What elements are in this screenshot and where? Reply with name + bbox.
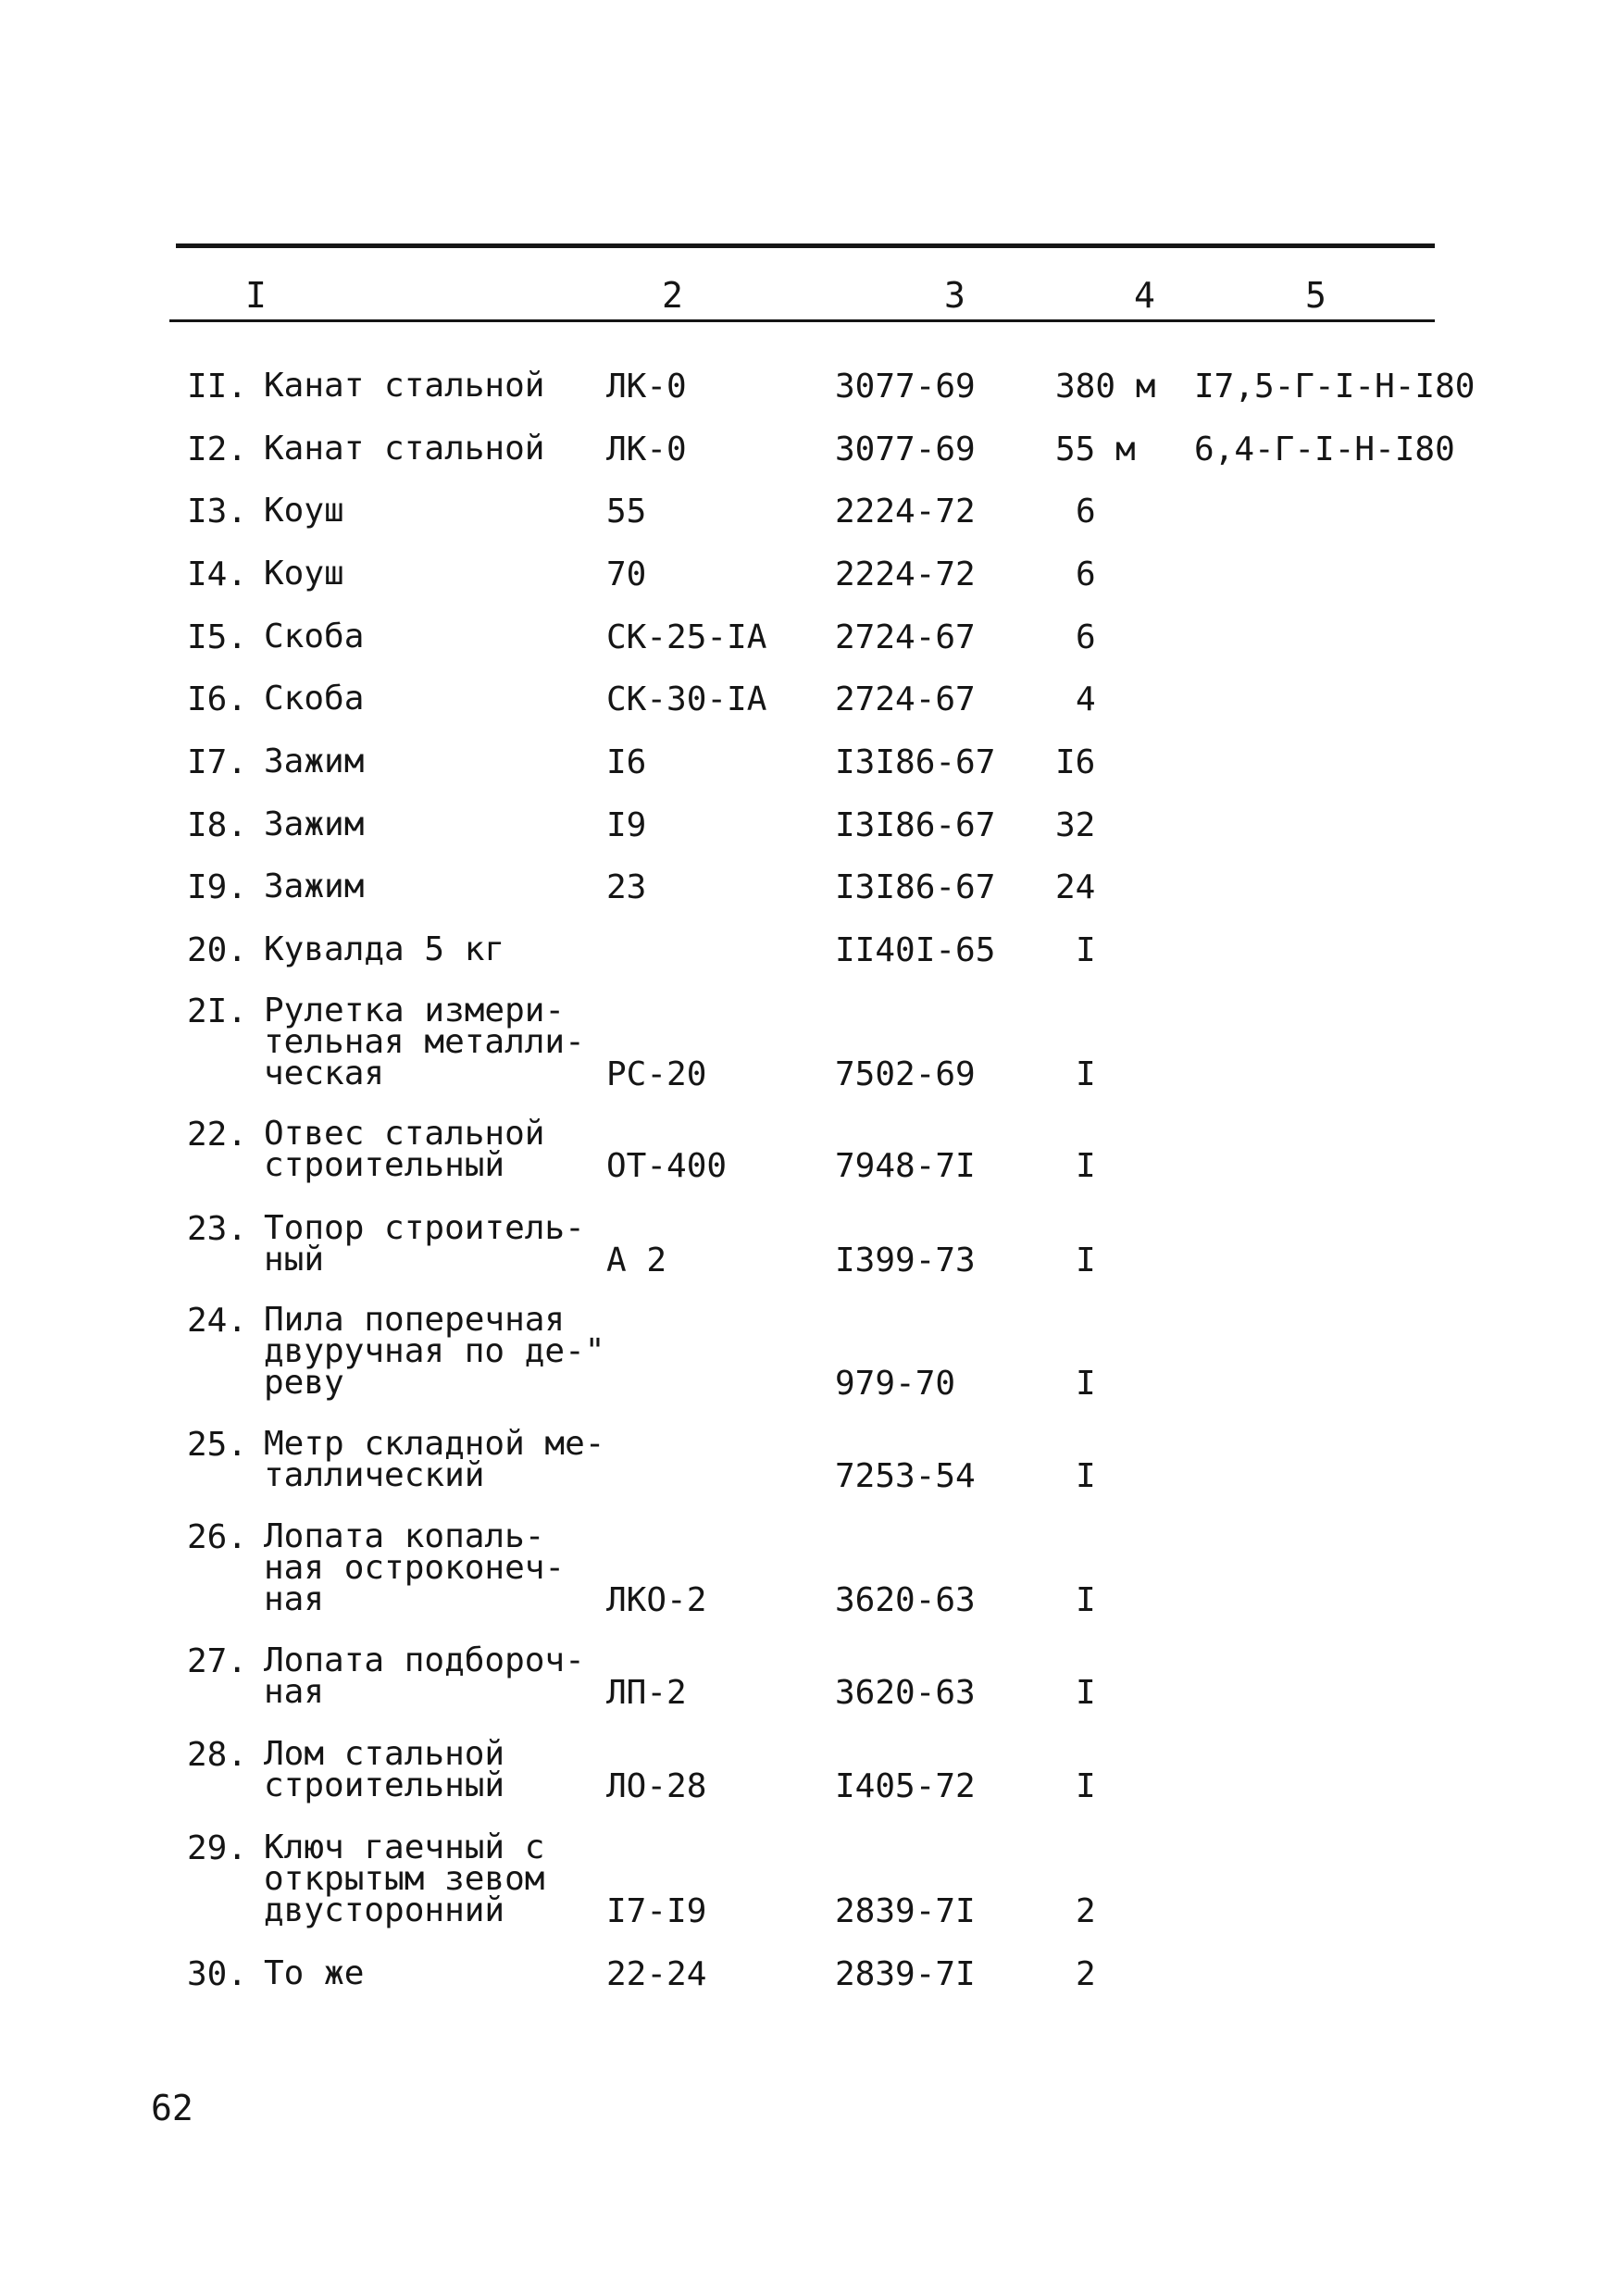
item-mark: I7-I9 [606,1892,707,1930]
item-name-line: Зажим [264,742,365,780]
item-name [264,1641,585,1711]
item-name-line: Зажим [264,805,365,843]
item-name-line: Лопата копаль- [264,1517,545,1555]
item-name [264,1735,505,1804]
column-header-3: 3 [944,275,965,316]
item-name-line: Лопата подбороч- [264,1641,585,1679]
row-number: 30. [187,1955,248,1993]
item-gost: 2224-72 [835,493,976,530]
item-name-line: Ключ гаечный с [264,1828,545,1866]
item-name-line: Отвес стальной [264,1115,545,1153]
item-name [264,680,365,718]
item-name [264,742,365,780]
row-number: 26. [187,1518,248,1556]
item-mark: ЛП-2 [606,1674,687,1712]
item-quantity: 2 [1076,1892,1096,1930]
item-name [264,367,545,405]
item-name [264,1828,545,1929]
column-header-2: 2 [662,275,683,316]
row-number: I6. [187,680,248,718]
item-gost: I3I86-67 [835,806,996,844]
item-gost: I3I86-67 [835,868,996,906]
item-mark: СК-30-IА [606,680,767,718]
item-gost: 2224-72 [835,555,976,593]
item-gost: I405-72 [835,1767,976,1805]
item-gost: 7948-7I [835,1147,976,1185]
item-name-line: ный [264,1241,325,1279]
item-name [264,930,505,968]
row-number: II. [187,368,248,406]
item-name-line: таллический [264,1456,485,1494]
item-gost: 7253-54 [835,1457,976,1495]
item-gost: II40I-65 [835,931,996,969]
item-name [264,1517,566,1618]
row-number: 29. [187,1829,248,1867]
item-quantity: 2 [1076,1955,1096,1993]
item-name-line: двусторонний [264,1891,505,1929]
item-mark: 23 [606,868,647,906]
item-gost: 3077-69 [835,430,976,468]
row-number: I2. [187,430,248,468]
item-gost: 3620-63 [835,1674,976,1712]
item-quantity: 6 [1076,618,1096,656]
item-name [264,867,365,905]
item-mark: I6 [606,743,647,781]
item-quantity: 6 [1076,493,1096,530]
item-gost: I3I86-67 [835,743,996,781]
row-number: I8. [187,806,248,844]
item-quantity: 32 [1055,806,1096,844]
item-quantity: 380 м [1055,368,1156,406]
item-gost: 2724-67 [835,680,976,718]
item-name [264,992,585,1092]
item-quantity: 4 [1076,680,1096,718]
row-number: I4. [187,555,248,593]
item-quantity: I [1076,1581,1096,1619]
page-number: 62 [151,2088,193,2128]
item-quantity: 6 [1076,555,1096,593]
item-quantity: 55 м [1055,430,1136,468]
item-name [264,1954,365,1992]
item-name-line: ная [264,1673,325,1711]
row-number: 22. [187,1116,248,1154]
item-quantity: I [1076,931,1096,969]
row-number: I7. [187,743,248,781]
item-name-line: Пила поперечная [264,1301,566,1339]
item-gost: 7502-69 [835,1055,976,1093]
item-name-line: Канат стальной [264,367,545,405]
item-quantity: I [1076,1147,1096,1185]
item-gost: 979-70 [835,1365,956,1403]
item-mark: ЛК-0 [606,430,687,468]
table-top-rule [176,243,1435,248]
item-name [264,555,344,593]
row-number: 20. [187,931,248,969]
item-mark: 70 [606,555,647,593]
row-number: 23. [187,1210,248,1248]
item-quantity: I [1076,1365,1096,1403]
item-mark: 55 [606,493,647,530]
item-name-line: строительный [264,1766,505,1804]
item-name [264,1209,585,1279]
item-name-line: реву [264,1364,344,1402]
table-header-rule [169,319,1435,322]
item-quantity: I [1076,1242,1096,1279]
item-note: 6,4-Г-I-Н-I80 [1194,430,1455,468]
row-number: 27. [187,1642,248,1680]
item-mark: А 2 [606,1242,667,1279]
item-name [264,430,545,468]
item-name-line: Кувалда 5 кг [264,930,505,968]
item-quantity: I [1076,1767,1096,1805]
item-name-line: Коуш [264,555,344,593]
item-name-line: Лом стальной [264,1735,505,1773]
item-name-line: Канат стальной [264,430,545,468]
column-header-5: 5 [1305,275,1326,316]
item-mark: ЛО-28 [606,1767,707,1805]
item-name-line: ная остроконеч- [264,1549,566,1587]
item-gost: 3077-69 [835,368,976,406]
item-name [264,1301,605,1402]
item-mark: 22-24 [606,1955,707,1993]
item-name [264,492,344,530]
item-name-line: Коуш [264,492,344,530]
row-number: 25. [187,1426,248,1464]
item-name-line: То же [264,1954,365,1992]
item-quantity: 24 [1055,868,1096,906]
item-name-line: Метр складной ме- [264,1425,605,1463]
item-mark: РС-20 [606,1055,707,1093]
item-quantity: I [1076,1055,1096,1093]
column-header-4: 4 [1134,275,1155,316]
item-gost: 2839-7I [835,1892,976,1930]
item-note: I7,5-Г-I-Н-I80 [1194,368,1476,406]
row-number: I9. [187,868,248,906]
item-name [264,618,365,655]
item-name-line: Зажим [264,867,365,905]
item-gost: 3620-63 [835,1581,976,1619]
item-name [264,805,365,843]
item-gost: 2724-67 [835,618,976,656]
item-gost: I399-73 [835,1242,976,1279]
item-name-line: ная [264,1580,325,1618]
item-mark: ЛКО-2 [606,1581,707,1619]
item-name-line: Скоба [264,680,365,718]
item-name-line: открытым зевом [264,1860,545,1898]
row-number: I5. [187,618,248,656]
column-header-1: I [245,275,267,316]
item-name-line: тельная металли- [264,1023,585,1061]
item-quantity: I [1076,1457,1096,1495]
row-number: 28. [187,1736,248,1774]
item-name [264,1115,545,1184]
item-mark: I9 [606,806,647,844]
item-name-line: двуручная по де-" [264,1332,605,1370]
item-mark: ОТ-400 [606,1147,728,1185]
item-name-line: Топор строитель- [264,1209,585,1247]
item-mark: ЛК-0 [606,368,687,406]
item-name-line: строительный [264,1146,505,1184]
row-number: 24. [187,1302,248,1340]
row-number: 2I. [187,992,248,1030]
item-name-line: ческая [264,1054,385,1092]
item-gost: 2839-7I [835,1955,976,1993]
item-quantity: I [1076,1674,1096,1712]
item-name-line: Рулетка измери- [264,992,566,1029]
row-number: I3. [187,493,248,530]
item-name-line: Скоба [264,618,365,655]
item-quantity: I6 [1055,743,1096,781]
item-mark: СК-25-IА [606,618,767,656]
item-name [264,1425,605,1494]
